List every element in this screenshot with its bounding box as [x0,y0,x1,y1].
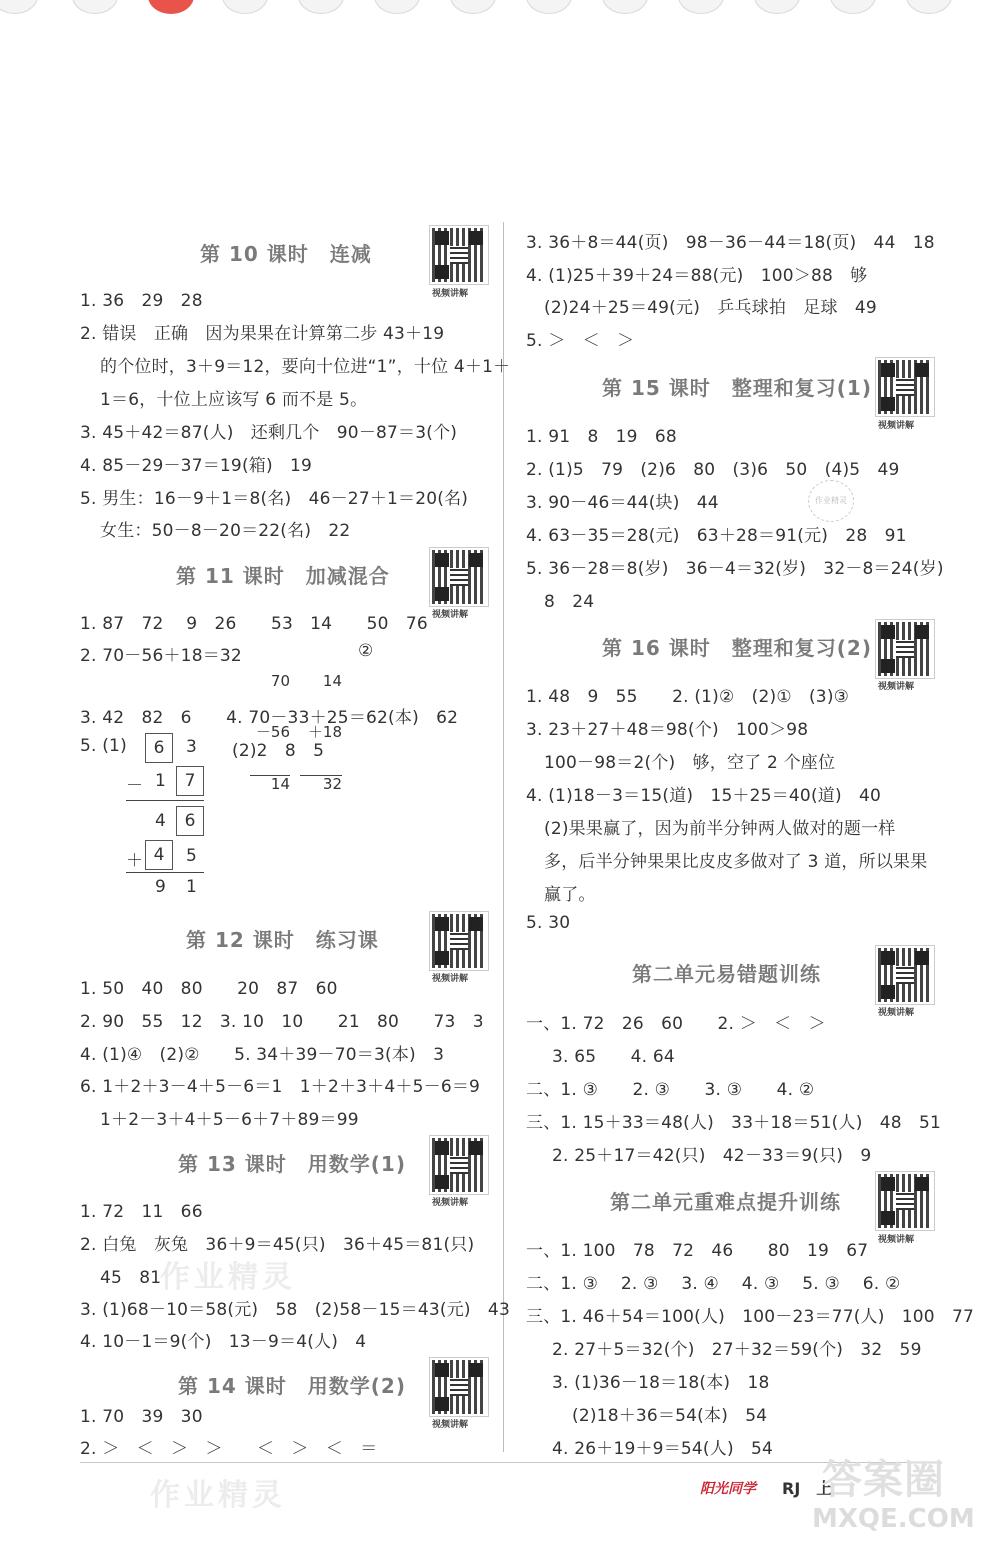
section-title-lesson-13: 第 13 课时 用数学(1) [178,1152,406,1176]
digit-box: 6 [145,733,173,763]
answer-line: 2. 错误 正确 因为果果在计算第二步 43＋19 [80,324,445,344]
digit-operator: － [126,776,144,796]
column-divider [503,222,504,1452]
page-dot[interactable] [754,0,800,14]
section-title-lesson-11: 第 11 课时 加减混合 [176,564,390,588]
digit: 5 [186,846,198,866]
answer-line: 4. (1)25＋39＋24＝88(元) 100＞88 够 [526,266,868,286]
answer-line: 1. 72 11 66 [80,1202,203,1222]
answer-line: 3. (1)68－10＝58(元) 58 (2)58－15＝43(元) 43 [80,1300,510,1320]
answer-line: 4. 26＋19＋9＝54(人) 54 [552,1439,774,1459]
qr-code-icon[interactable] [430,912,488,970]
answer-line: 5. 36－28＝8(岁) 36－4＝32(岁) 32－8＝24(岁) [526,559,944,579]
brand-logo: 阳光同学 [700,1481,756,1497]
qr-code-icon[interactable] [430,1358,488,1416]
vcalc-result: 14 [250,775,290,793]
watermark: 作业精灵 [150,1478,286,1513]
answer-line: 一、1. 72 26 60 2. ＞ ＜ ＞ [526,1014,826,1034]
qr-caption: 视频讲解 [432,1420,469,1430]
answer-line: 100－98＝2(个) 够，空了 2 个座位 [544,753,836,773]
answer-line: 赢了。 [544,885,596,905]
digit-operator: ＋ [126,851,144,871]
answer-line: 5. 30 [526,913,571,933]
answer-line: 1＋2－3＋4＋5－6＋7＋89＝99 [100,1110,359,1130]
digit: 3 [186,737,198,757]
answer-line: 3. 23＋27＋48＝98(个) 100＞98 [526,720,809,740]
qr-caption: 视频讲解 [878,421,915,431]
calc-rule [126,800,204,801]
qr-caption: 视频讲解 [432,610,469,620]
vcalc-result: 32 [300,775,342,793]
page-dot[interactable] [222,0,268,14]
page-dot-active[interactable] [148,0,194,14]
answer-line: 1. 87 72 9 26 53 14 50 76 [80,614,428,634]
answer-line: 2. (1)5 79 (2)6 80 (3)6 50 (4)5 49 [526,460,900,480]
answer-line: 三、1. 15＋33＝48(人) 33＋18＝51(人) 48 51 [526,1113,942,1133]
vcalc-top: 70 [270,672,290,690]
page-dot[interactable] [374,0,420,14]
answer-line: 2. 70－56＋18＝32 [80,646,242,666]
answer-line: 1. 50 40 80 20 87 60 [80,979,338,999]
page-dot[interactable] [298,0,344,14]
answer-line: (2)果果赢了，因为前半分钟两人做对的题一样 [544,819,896,839]
qr-code-icon[interactable] [430,226,488,284]
answer-line: 3. 65 4. 64 [552,1047,675,1067]
calc-rule [126,872,204,873]
answer-line: 1. 91 8 19 68 [526,427,677,447]
digit: 1 [155,771,167,791]
page-dot[interactable] [72,0,118,14]
answer-line: 的个位时，3＋9＝12，要向十位进“1”，十位 4＋1＋ [100,357,511,377]
qr-code-icon[interactable] [876,358,934,416]
page-dot[interactable] [602,0,648,14]
qr-code-icon[interactable] [876,946,934,1004]
site-url: MXQE.COM [812,1504,975,1534]
page-dot[interactable] [678,0,724,14]
page-nav-strip [0,0,1000,14]
answer-line: 3. 42 82 6 4. 70－33＋25＝62(本) 62 [80,708,459,728]
digit-box: 7 [176,766,204,796]
qr-code-icon[interactable] [430,548,488,606]
answer-line: 2. 90 55 12 3. 10 10 21 80 73 3 [80,1012,484,1032]
section-title-lesson-14: 第 14 课时 用数学(2) [178,1374,406,1398]
page-dot[interactable] [830,0,876,14]
answer-line: 3. 36＋8＝44(页) 98－36－44＝18(页) 44 18 [526,233,935,253]
answer-line: 1. 70 39 30 [80,1407,203,1427]
answer-line: 4. 85－29－37＝19(箱) 19 [80,456,313,476]
digit-box: 4 [145,840,173,870]
qr-code-icon[interactable] [430,1136,488,1194]
answer-line: 2. 白兔 灰兔 36＋9＝45(只) 36＋45＝81(只) [80,1235,475,1255]
qr-caption: 视频讲解 [878,682,915,692]
section-title-lesson-16: 第 16 课时 整理和复习(2) [602,636,872,660]
answer-line: 45 81 [100,1268,162,1288]
site-logo: 答案圈 [822,1457,945,1503]
qr-code-icon[interactable] [876,620,934,678]
page-dot[interactable] [450,0,496,14]
section-title-lesson-15: 第 15 课时 整理和复习(1) [602,376,872,400]
answer-line: 2. 27＋5＝32(个) 27＋32＝59(个) 32 59 [552,1340,922,1360]
answer-line: 5. ＞ ＜ ＞ [526,331,635,351]
digit: 1 [186,877,198,897]
page-dot[interactable] [526,0,572,14]
answer-line: 8 24 [544,592,595,612]
answer-line: 二、1. ③ 2. ③ 3. ④ 4. ③ 5. ③ 6. ② [526,1274,901,1294]
answer-line: 5. (1) [80,736,127,756]
stamp: 作业精灵 [808,480,854,522]
answer-line: (2)24＋25＝49(元) 乒乓球拍 足球 49 [544,298,877,318]
answer-line: 1. 36 29 28 [80,291,203,311]
answer-line: 5. 男生：16－9＋1＝8(名) 46－27＋1＝20(名) [80,489,469,509]
qr-caption: 视频讲解 [432,1198,469,1208]
answer-line: 1. 48 9 55 2. (1)② (2)① (3)③ [526,687,850,707]
page-dot[interactable] [0,0,38,14]
section-title-lesson-10: 第 10 课时 连减 [200,242,372,266]
answer-line: 多，后半分钟果果比皮皮多做对了 3 道，所以果果 [544,852,928,872]
answer-line: 6. 1＋2＋3－4＋5－6＝1 1＋2＋3＋4＋5－6＝9 [80,1077,481,1097]
answer-line: 2. 25＋17＝42(只) 42－33＝9(只) 9 [552,1146,872,1166]
footer-rule [80,1462,940,1463]
answer-line: 3. 45＋42＝87(人) 还剩几个 90－87＝3(个) [80,423,458,443]
section-title-lesson-12: 第 12 课时 练习课 [186,928,379,952]
vcalc-top: 14 [322,672,342,690]
digit: 9 [155,877,167,897]
vcalc-op: ＋18 [307,723,342,741]
qr-caption: 视频讲解 [432,974,469,984]
digit: 4 [155,811,167,831]
answer-line: 三、1. 46＋54＝100(人) 100－23＝77(人) 100 77 [526,1307,975,1327]
answer-line: 4. (1)④ (2)② 5. 34＋39－70＝3(本) 3 [80,1045,445,1065]
answer-line: 4. 10－1＝9(个) 13－9＝4(人) 4 [80,1332,367,1352]
answer-line: 2. ＞ ＜ ＞ ＞ ＜ ＞ ＜ ＝ [80,1439,378,1459]
answer-line: 二、1. ③ 2. ③ 3. ③ 4. ② [526,1080,815,1100]
answer-line: 3. (1)36－18＝18(本) 18 [552,1373,770,1393]
watermark: 作业精灵 [160,1260,296,1295]
digit-box: 6 [176,806,204,836]
answer-line: 3. 90－46＝44(块) 44 [526,493,719,513]
answer-line: 4. (1)18－3＝15(道) 15＋25＝40(道) 40 [526,786,882,806]
vcalc-op: －56 [255,723,290,741]
section-title-key-points: 第二单元重难点提升训练 [610,1190,841,1214]
qr-caption: 视频讲解 [432,289,469,299]
qr-caption: 视频讲解 [878,1235,915,1245]
answer-circle: ② [358,641,374,661]
answer-line: 4. 63－35＝28(元) 63＋28＝91(元) 28 91 [526,526,907,546]
qr-code-icon[interactable] [876,1172,934,1230]
edition-label: RJ 上 [782,1479,833,1498]
answer-line: (2)18＋36＝54(本) 54 [572,1406,768,1426]
answer-line: (2)2 8 5 [232,741,325,761]
answer-line: 1＝6，十位上应该写 6 而不是 5。 [100,390,368,410]
section-title-error-training: 第二单元易错题训练 [632,962,821,986]
answer-line: 一、1. 100 78 72 46 80 19 67 [526,1241,869,1261]
answer-line: 女生：50－8－20＝22(名) 22 [100,521,351,541]
page-dot[interactable] [906,0,952,14]
qr-caption: 视频讲解 [878,1008,915,1018]
